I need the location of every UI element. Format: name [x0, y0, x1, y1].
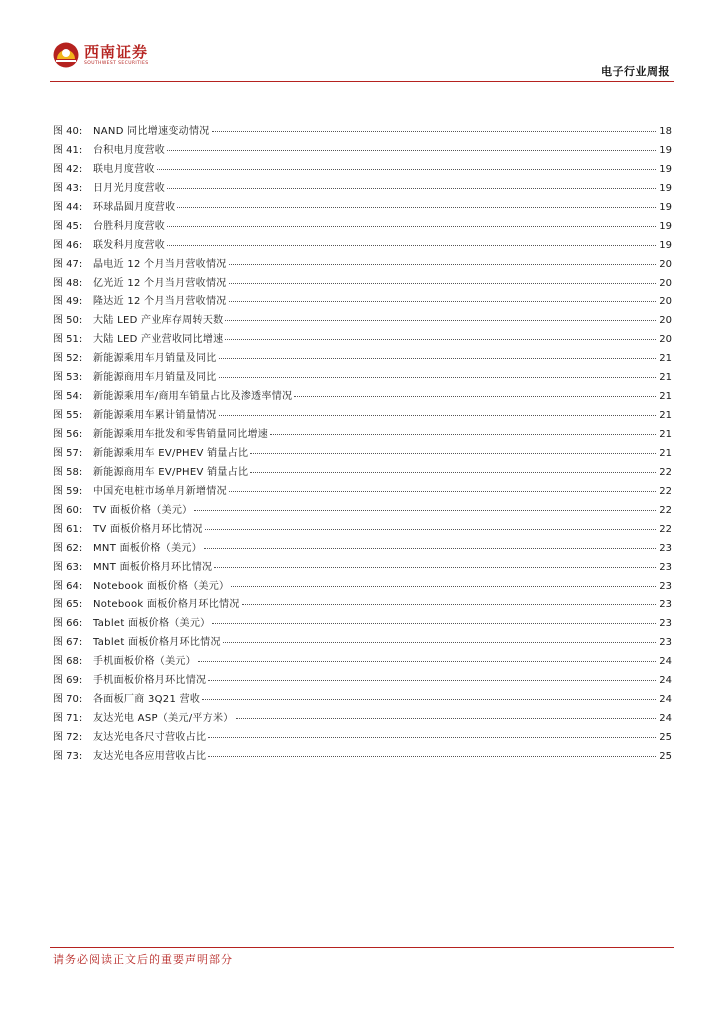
toc-figure-label: 图 73:	[53, 750, 83, 762]
toc-page-number: 25	[659, 750, 672, 762]
toc-dot-leader	[225, 339, 656, 340]
toc-entry[interactable]	[53, 444, 672, 463]
toc-figure-label: 图 55:	[53, 410, 83, 422]
toc-figure-label: 图 48:	[53, 277, 83, 289]
toc-figure-title: 手机面板价格（美元）	[93, 656, 196, 668]
toc-entry[interactable]	[53, 217, 672, 236]
toc-figure-label: 图 57:	[53, 447, 83, 459]
logo-english-name: SOUTHWEST SECURITIES	[84, 60, 149, 66]
toc-page-number: 22	[659, 466, 672, 478]
toc-entry[interactable]	[53, 520, 672, 539]
toc-figure-label: 图 54:	[53, 391, 83, 403]
toc-figure-label: 图 67:	[53, 637, 83, 649]
toc-entry[interactable]	[53, 368, 672, 387]
toc-entry[interactable]	[53, 179, 672, 198]
toc-page-number: 21	[659, 429, 672, 440]
toc-entry[interactable]	[53, 330, 672, 349]
toc-dot-leader	[250, 472, 656, 473]
toc-figure-label: 图 46:	[53, 239, 83, 251]
toc-dot-leader	[229, 283, 656, 284]
toc-dot-leader	[229, 264, 656, 265]
toc-figure-label: 图 49:	[53, 296, 83, 308]
toc-figure-title: NAND 同比增速变动情况	[93, 126, 210, 137]
toc-figure-label: 图 53:	[53, 372, 83, 384]
toc-figure-title: Tablet 面板价格月环比情况	[93, 637, 221, 649]
toc-page-number: 24	[659, 713, 672, 725]
toc-page-number: 19	[659, 220, 672, 232]
toc-figure-title: Notebook 面板价格月环比情况	[93, 599, 240, 611]
toc-page-number: 20	[659, 277, 672, 289]
toc-entry[interactable]	[53, 141, 672, 160]
report-type-title: 电子行业周报	[601, 65, 670, 78]
toc-figure-title: 新能源乘用车月销量及同比	[93, 353, 217, 365]
toc-entry[interactable]	[53, 671, 672, 690]
toc-page-number: 21	[659, 353, 672, 365]
toc-figure-label: 图 41:	[53, 144, 83, 156]
toc-entry[interactable]	[53, 236, 672, 255]
toc-entry[interactable]	[53, 160, 672, 179]
toc-figure-title: 隆达近 12 个月当月营收情况	[93, 296, 227, 308]
toc-figure-label: 图 47:	[53, 258, 83, 270]
toc-dot-leader	[202, 699, 656, 700]
toc-dot-leader	[219, 358, 656, 359]
toc-dot-leader	[223, 642, 656, 643]
toc-dot-leader	[205, 529, 656, 530]
toc-entry[interactable]	[53, 255, 672, 274]
toc-entry[interactable]	[53, 292, 672, 311]
toc-page-number: 23	[659, 618, 672, 630]
toc-figure-title: 手机面板价格月环比情况	[93, 675, 207, 687]
toc-figure-title: 中国充电桩市场单月新增情况	[93, 485, 227, 497]
toc-figure-title: Notebook 面板价格（美元）	[93, 580, 230, 592]
toc-dot-leader	[177, 207, 656, 208]
toc-entry[interactable]	[53, 652, 672, 671]
toc-dot-leader	[236, 718, 656, 719]
toc-page-number: 20	[659, 296, 672, 308]
toc-figure-title: 联电月度营收	[93, 163, 155, 175]
toc-figure-label: 图 50:	[53, 315, 83, 327]
toc-entry[interactable]	[53, 482, 672, 501]
toc-page-number: 21	[659, 447, 672, 459]
toc-entry[interactable]	[53, 690, 672, 709]
toc-page-number: 19	[659, 239, 672, 251]
toc-figure-title: 友达光电 ASP（美元/平方米）	[93, 713, 234, 725]
toc-figure-title: 新能源商用车 EV/PHEV 销量占比	[93, 466, 249, 478]
toc-figure-label: 图 43:	[53, 182, 83, 194]
toc-page-number: 19	[659, 201, 672, 213]
toc-entry[interactable]	[53, 747, 672, 766]
toc-figure-title: 台积电月度营收	[93, 144, 166, 156]
page-header	[50, 38, 674, 84]
toc-dot-leader	[242, 604, 656, 605]
logo-chinese-name: 西南证券	[84, 42, 149, 61]
toc-entry[interactable]	[53, 349, 672, 368]
toc-figure-title: 友达光电各应用营收占比	[93, 750, 207, 762]
toc-dot-leader	[214, 567, 656, 568]
toc-entry[interactable]	[53, 558, 672, 577]
toc-dot-leader	[212, 623, 656, 624]
header-divider	[50, 81, 674, 82]
toc-page-number: 23	[659, 637, 672, 649]
toc-dot-leader	[167, 226, 656, 227]
toc-figure-title: 新能源乘用车批发和零售销量同比增速	[93, 429, 269, 440]
toc-dot-leader	[198, 661, 656, 662]
toc-dot-leader	[167, 245, 656, 246]
toc-figure-title: 晶电近 12 个月当月营收情况	[93, 258, 227, 270]
toc-page-number: 21	[659, 410, 672, 422]
toc-dot-leader	[225, 320, 656, 321]
toc-dot-leader	[157, 169, 656, 170]
toc-page-number: 20	[659, 315, 672, 327]
toc-dot-leader	[229, 301, 656, 302]
toc-dot-leader	[270, 434, 656, 435]
toc-figure-label: 图 42:	[53, 163, 83, 175]
toc-figure-label: 图 58:	[53, 466, 83, 478]
toc-page-number: 25	[659, 732, 672, 743]
toc-page-number: 22	[659, 523, 672, 535]
toc-figure-title: 友达光电各尺寸营收占比	[93, 732, 207, 743]
toc-figure-label: 图 66:	[53, 618, 83, 630]
toc-figure-title: TV 面板价格（美元）	[93, 504, 193, 516]
toc-figure-title: Tablet 面板价格（美元）	[93, 618, 211, 630]
toc-page-number: 20	[659, 258, 672, 270]
toc-page-number: 24	[659, 656, 672, 668]
toc-figure-title: 新能源商用车月销量及同比	[93, 372, 217, 384]
toc-entry[interactable]	[53, 595, 672, 614]
toc-dot-leader	[212, 131, 656, 132]
toc-figure-title: 联发科月度营收	[93, 239, 166, 251]
toc-page-number: 22	[659, 485, 672, 497]
toc-page-number: 19	[659, 163, 672, 175]
toc-page-number: 19	[659, 144, 672, 156]
toc-entry[interactable]	[53, 311, 672, 330]
toc-figure-label: 图 71:	[53, 713, 83, 725]
toc-figure-label: 图 69:	[53, 675, 83, 687]
footer-divider	[50, 947, 674, 948]
toc-page-number: 21	[659, 391, 672, 403]
toc-page-number: 23	[659, 599, 672, 611]
toc-entry[interactable]	[53, 274, 672, 293]
toc-entry[interactable]	[53, 614, 672, 633]
toc-page-number: 22	[659, 504, 672, 516]
toc-page-number: 23	[659, 580, 672, 592]
toc-figure-title: 环球晶圆月度营收	[93, 201, 176, 213]
toc-dot-leader	[294, 396, 656, 397]
toc-page-number: 24	[659, 694, 672, 706]
toc-dot-leader	[219, 377, 656, 378]
toc-dot-leader	[208, 756, 656, 757]
toc-page-number: 20	[659, 334, 672, 346]
toc-figure-label: 图 62:	[53, 542, 83, 554]
toc-page-number: 21	[659, 372, 672, 384]
toc-figure-label: 图 51:	[53, 334, 83, 346]
toc-dot-leader	[250, 453, 656, 454]
toc-figure-label: 图 65:	[53, 599, 83, 611]
toc-entry[interactable]	[53, 463, 672, 482]
toc-figure-title: 新能源乘用车累计销量情况	[93, 410, 217, 422]
toc-page-number: 18	[659, 126, 672, 137]
toc-figure-title: MNT 面板价格（美元）	[93, 542, 202, 554]
toc-figure-label: 图 56:	[53, 429, 83, 440]
toc-figure-title: 大陆 LED 产业库存周转天数	[93, 315, 224, 327]
toc-figure-label: 图 52:	[53, 353, 83, 365]
toc-figure-title: 新能源乘用车/商用车销量占比及渗透率情况	[93, 391, 293, 403]
toc-figure-label: 图 61:	[53, 523, 83, 535]
toc-page-number: 23	[659, 561, 672, 573]
logo-text	[84, 44, 149, 67]
toc-entry[interactable]	[53, 425, 672, 444]
toc-dot-leader	[231, 586, 656, 587]
toc-entry[interactable]	[53, 633, 672, 652]
figure-table-of-contents	[53, 122, 672, 766]
toc-entry[interactable]	[53, 728, 672, 747]
toc-dot-leader	[167, 188, 656, 189]
toc-dot-leader	[204, 548, 656, 549]
toc-figure-title: 大陆 LED 产业营收同比增速	[93, 334, 224, 346]
logo-sun-icon	[53, 42, 79, 68]
toc-entry[interactable]	[53, 577, 672, 596]
toc-figure-label: 图 72:	[53, 732, 83, 743]
toc-entry[interactable]	[53, 406, 672, 425]
company-logo	[53, 42, 149, 68]
toc-entry[interactable]	[53, 501, 672, 520]
toc-entry[interactable]	[53, 387, 672, 406]
toc-figure-title: 各面板厂商 3Q21 营收	[93, 694, 201, 706]
footer-disclaimer: 请务必阅读正文后的重要声明部分	[53, 953, 233, 966]
toc-figure-title: 亿光近 12 个月当月营收情况	[93, 277, 227, 289]
toc-dot-leader	[208, 737, 656, 738]
toc-figure-label: 图 68:	[53, 656, 83, 668]
toc-figure-label: 图 64:	[53, 580, 83, 592]
toc-page-number: 23	[659, 542, 672, 554]
toc-entry[interactable]	[53, 539, 672, 558]
toc-entry[interactable]	[53, 709, 672, 728]
toc-dot-leader	[208, 680, 656, 681]
toc-figure-title: 日月光月度营收	[93, 182, 166, 194]
toc-dot-leader	[167, 150, 656, 151]
toc-figure-label: 图 63:	[53, 561, 83, 573]
toc-dot-leader	[229, 491, 656, 492]
toc-entry[interactable]	[53, 122, 672, 141]
toc-page-number: 24	[659, 675, 672, 687]
toc-dot-leader	[194, 510, 656, 511]
toc-dot-leader	[219, 415, 656, 416]
toc-figure-label: 图 45:	[53, 220, 83, 232]
toc-figure-label: 图 59:	[53, 485, 83, 497]
toc-figure-label: 图 44:	[53, 201, 83, 213]
toc-figure-title: 新能源乘用车 EV/PHEV 销量占比	[93, 447, 249, 459]
toc-page-number: 19	[659, 182, 672, 194]
toc-figure-label: 图 40:	[53, 126, 83, 137]
toc-figure-title: TV 面板价格月环比情况	[93, 523, 203, 535]
toc-figure-label: 图 60:	[53, 504, 83, 516]
toc-figure-label: 图 70:	[53, 694, 83, 706]
toc-figure-title: 台胜科月度营收	[93, 220, 166, 232]
toc-entry[interactable]	[53, 198, 672, 217]
toc-figure-title: MNT 面板价格月环比情况	[93, 561, 213, 573]
